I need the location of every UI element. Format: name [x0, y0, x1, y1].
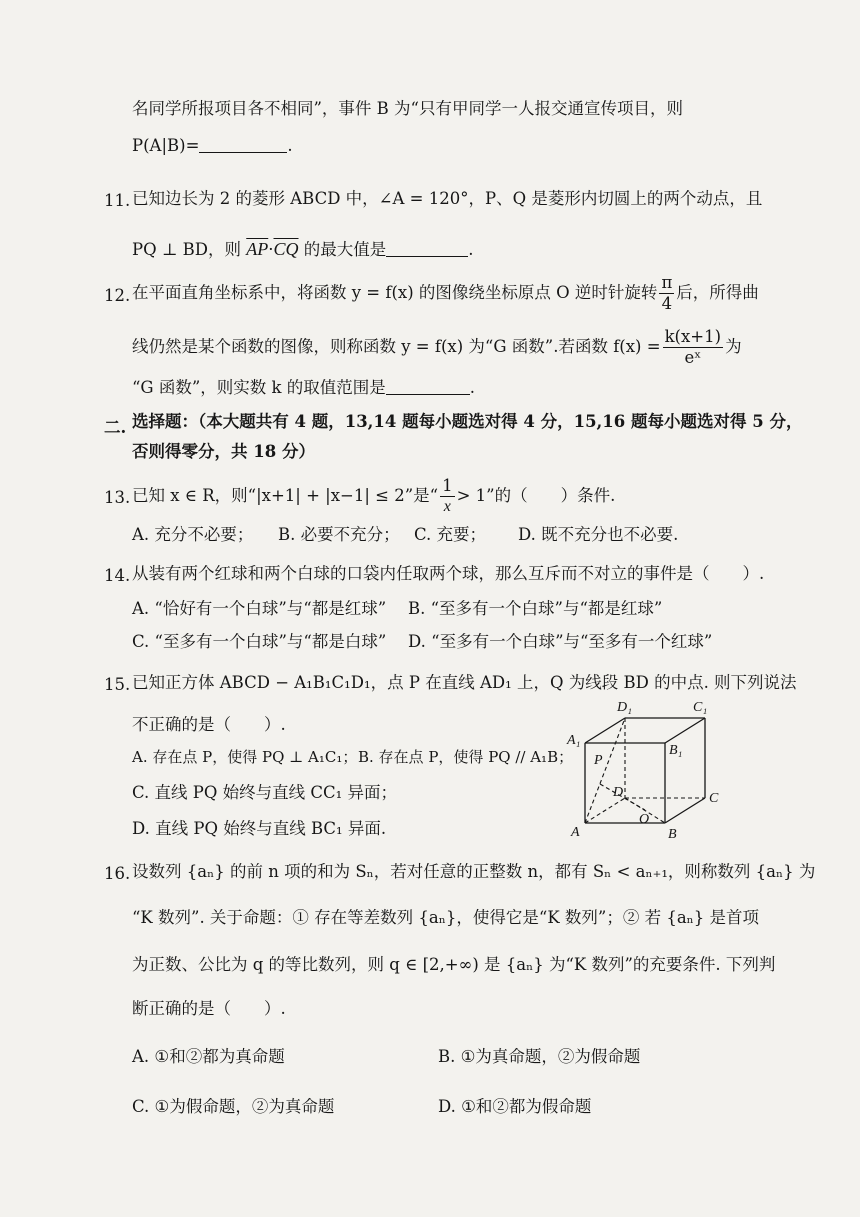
q16-line1: 设数列 {aₙ} 的前 n 项的和为 Sₙ，若对任意的正整数 n，都有 Sₙ < aₙ₊₁，则称数列 {aₙ} 为 [132, 862, 816, 881]
q11-vector-cq: $\overline{CQ}$ [273, 239, 299, 259]
q12-pi-den: 4 [661, 293, 673, 313]
q13-fraction [440, 476, 455, 516]
q16-line4: 断正确的是（ ）. [132, 999, 286, 1018]
q11-answer-blank[interactable] [386, 242, 468, 257]
label-d: D [613, 785, 624, 800]
q10-expression: P(A|B)= [132, 136, 200, 155]
q15-option-b[interactable]: B. 存在点 P，使得 PQ // A₁B； [358, 748, 574, 766]
q10-line2: P(A|B)= . [132, 136, 293, 155]
label-c1: C₁ [693, 700, 708, 715]
q13-stem [132, 476, 615, 516]
q14-option-d[interactable]: D. “至多有一个白球”与“至多有一个红球” [408, 632, 713, 651]
label-o: O [639, 812, 650, 827]
label-a1: A₁ [567, 733, 581, 748]
q12-k-fraction [663, 327, 724, 368]
q13-frac-num: 1 [442, 476, 453, 495]
section2-line1: 选择题：（本大题共有 4 题，13,14 题每小题选对得 4 分，15,16 题每小题选对得 5 分， [132, 412, 803, 431]
q13-stem-pre: 已知 x ∈ R，则“|x+1| + |x−1| ≤ 2”是“ [132, 485, 439, 505]
q11-vector-ap: $\overline{AP}$ [246, 239, 269, 259]
label-c: C [709, 791, 719, 806]
label-d1: D₁ [617, 700, 632, 715]
q16-option-b[interactable]: B. ①为真命题，②为假命题 [438, 1047, 641, 1066]
q12-k-den: eˣ [684, 347, 702, 367]
q12-line2-post: 为 [725, 337, 742, 357]
edge-a1d1 [585, 718, 625, 743]
q14-number: 14. [104, 566, 131, 585]
q12-line2-pre: 线仍然是某个函数的图像，则称函数 y = f(x) 为“G 函数”.若函数 f(x) = [132, 337, 661, 357]
q14-option-a[interactable]: A. “恰好有一个白球”与“都是红球” [132, 599, 387, 618]
q16-number: 16. [104, 864, 131, 883]
label-a: A [571, 825, 580, 840]
q16-option-d[interactable]: D. ①和②都为假命题 [438, 1097, 592, 1116]
cube-diagram [560, 696, 719, 846]
q13-option-c[interactable]: C. 充要； [414, 525, 487, 544]
q12-number: 12. [104, 286, 131, 305]
q11-dot: · [268, 240, 274, 259]
q12-k-num: k(x+1) [664, 327, 722, 346]
label-b: B [668, 827, 677, 842]
q15-stem: 已知正方体 ABCD − A₁B₁C₁D₁，点 P 在直线 AD₁ 上，Q 为线段 BD 的中点. 则下列说法 [132, 673, 797, 692]
q16-option-c[interactable]: C. ①为假命题，②为真命题 [132, 1097, 335, 1116]
q12-line3-text: “G 函数”，则实数 k 的取值范围是 [132, 378, 386, 397]
q11-line2: PQ ⊥ BD，则 $\overline{AP}\cdot\overline{CQ}$ 的最大值是 . [132, 239, 474, 259]
q14-stem: 从装有两个红球和两个白球的口袋内任取两个球，那么互斥而不对立的事件是（ ）. [132, 564, 765, 583]
q12-line1-pre: 在平面直角坐标系中，将函数 y = f(x) 的图像绕坐标原点 O 逆时针旋转 [132, 283, 658, 303]
label-b1: B₁ [669, 743, 683, 758]
q13-option-b[interactable]: B. 必要不充分； [278, 525, 400, 544]
q15-option-a[interactable]: A. 存在点 P，使得 PQ ⊥ A₁C₁； [132, 748, 358, 766]
q11-number: 11. [104, 191, 131, 210]
edge-bc [665, 798, 705, 823]
q11-line2-pre: PQ ⊥ BD，则 [132, 240, 241, 259]
q13-stem-post: > 1”的（ ）条件. [456, 485, 616, 505]
q12-line2 [132, 327, 742, 368]
q13-frac-den: x [443, 497, 451, 515]
q11-line2-post: 的最大值是 [303, 240, 387, 259]
q12-line1-post: 后，所得曲 [676, 283, 759, 303]
q10-line1: 名同学所报项目各不相同”，事件 B 为“只有甲同学一人报交通宣传项目，则 [132, 99, 683, 118]
edge-ad-hidden [585, 798, 625, 823]
q15-stem2: 不正确的是（ ）. [132, 715, 286, 734]
q14-option-c[interactable]: C. “至多有一个白球”与“都是白球” [132, 632, 387, 651]
q16-option-a[interactable]: A. ①和②都为真命题 [132, 1047, 285, 1066]
line-ad1-hidden [585, 718, 625, 823]
q15-option-c[interactable]: C. 直线 PQ 始终与直线 CC₁ 异面； [132, 783, 397, 802]
q15-option-d[interactable]: D. 直线 PQ 始终与直线 BC₁ 异面. [132, 819, 387, 838]
label-p: P [594, 753, 603, 768]
q12-answer-blank[interactable] [386, 380, 470, 395]
q13-option-a[interactable]: A. 充分不必要； [132, 525, 254, 544]
q16-line3: 为正数、公比为 q 的等比数列，则 q ∈ [2,+∞) 是 {aₙ} 为“K 数列”的充要条件. 下列判 [132, 955, 776, 974]
q16-line2: “K 数列”. 关于命题：① 存在等差数列 {aₙ}，使得它是“K 数列”；② 若 {aₙ} 是首项 [132, 908, 760, 927]
q12-line1 [132, 273, 759, 314]
q13-number: 13. [104, 488, 131, 507]
q14-option-b[interactable]: B. “至多有一个白球”与“都是红球” [408, 599, 663, 618]
section2-number: 二. [104, 418, 127, 437]
q12-pi-fraction [659, 273, 674, 314]
q10-answer-blank[interactable] [199, 138, 287, 153]
q11-line1: 已知边长为 2 的菱形 ABCD 中，∠A = 120°，P、Q 是菱形内切圆上的两个动点，且 [132, 189, 763, 208]
q12-line3: “G 函数”，则实数 k 的取值范围是 . [132, 378, 476, 397]
edge-b1c1 [665, 718, 705, 743]
q15-number: 15. [104, 675, 131, 694]
section2-line2: 否则得零分，共 18 分） [132, 442, 315, 461]
q12-pi-num: π [661, 273, 673, 292]
q13-option-d[interactable]: D. 既不充分也不必要. [518, 525, 679, 544]
